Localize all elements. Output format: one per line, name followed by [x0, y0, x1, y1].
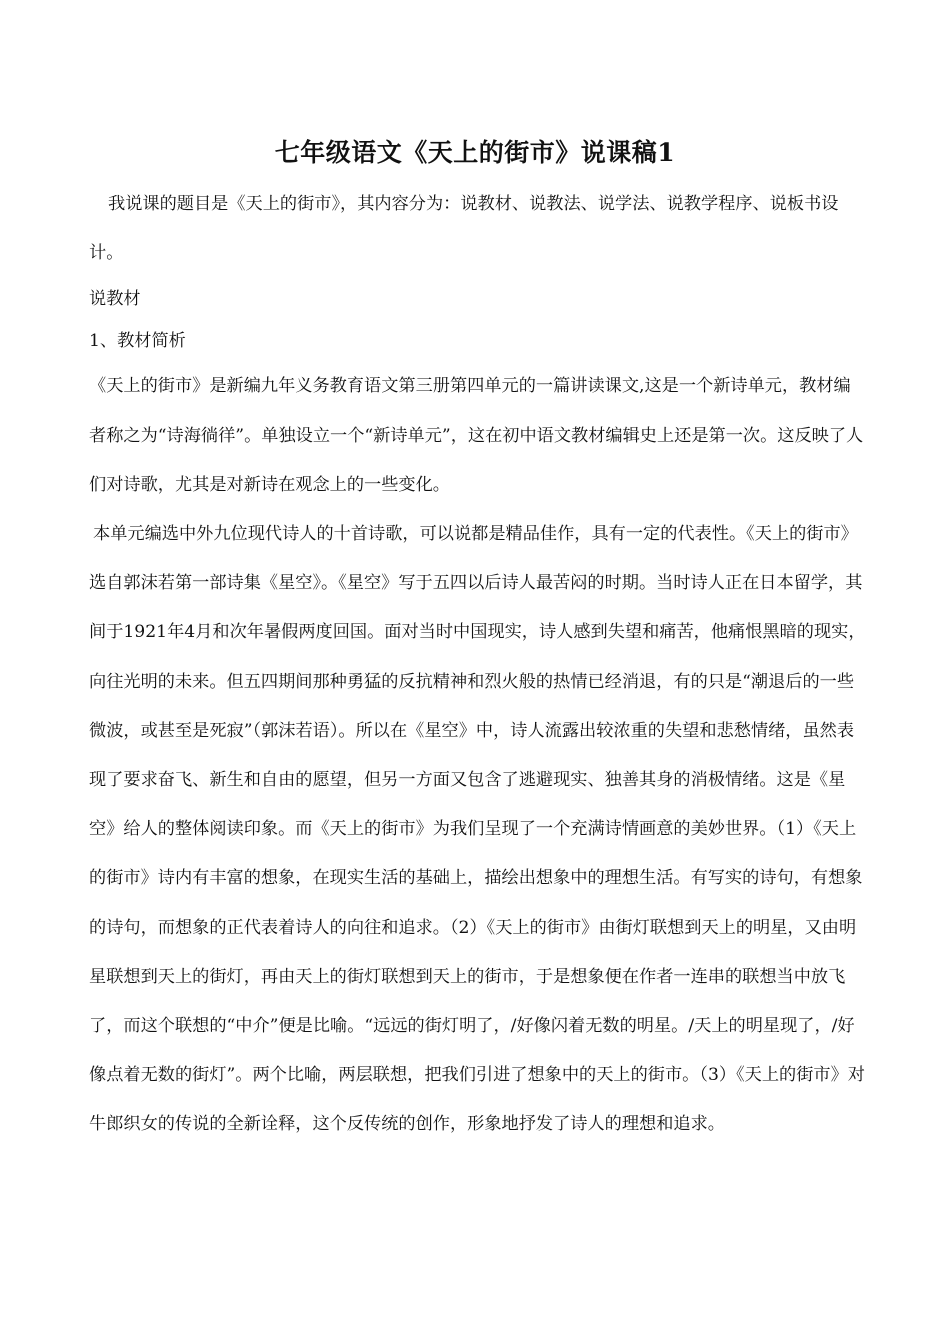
body-paragraph-poem: 本单元编选中外九位现代诗人的十首诗歌，可以说都是精品佳作，具有一定的代表性。《天上的街市》选自郭沫若第一部诗集《星空》。《星空》写于五四以后诗人最苦闷的时期。当时诗人正在日本留学，其间于1921年4月和次年暑假两度回国。面对当时中国现实，诗人感到失望和痛苦，他痛恨黑暗的现实，向往光明的未来。但五四期间那种勇猛的反抗精神和烈火般的热情已经消退，有的只是“潮退后的一些微波，或甚至是死寂”（郭沫若语）。所以在《星空》中，诗人流露出较浓重的失望和悲愁情绪，虽然表现了要求奋飞、新生和自由的愿望，但另一方面又包含了逃避现实、独善其身的消极情绪。这是《星空》给人的整体阅读印象。而《天上的街市》为我们呈现了一个充满诗情画意的美妙世界。（1）《天上的街市》诗内有丰富的想象，在现实生活的基础上，描绘出想象中的理想生活。有写实的诗句，有想象的诗句，而想象的正代表着诗人的向往和追求。（2）《天上的街市》由街灯联想到天上的明星，又由明星联想到天上的街灯，再由天上的街灯联想到天上的街市，于是想象便在作者一连串的联想当中放飞了，而这个联想的“中介”便是比喻。“远远的街灯明了，/好像闪着无数的明星。/天上的明星现了，/好像点着无数的街灯”。两个比喻，两层联想，把我们引进了想象中的天上的街市。（3）《天上的街市》对牛郎织女的传说的全新诠释，这个反传统的创作，形象地抒发了诗人的理想和追求。: [89, 524, 866, 1135]
body-paragraph-unit: 《天上的街市》是新编九年义务教育语文第三册第四单元的一篇讲读课文,这是一个新诗单元，教材编者称之为“诗海徜徉”。单独设立一个“新诗单元”，这在初中语文教材编辑史上还是第一次。这反映了人们对诗歌，尤其是对新诗在观念上的一些变化。: [89, 376, 864, 495]
document-title: 七年级语文《天上的街市》说课稿1: [274, 138, 676, 167]
document-body: [89, 180, 867, 1150]
intro-paragraph: 我说课的题目是《天上的街市》，其内容分为：说教材、说教法、说学法、说教学程序、说板书设计。: [89, 194, 839, 264]
section-heading-textbook: 说教材: [89, 289, 141, 310]
subsection-heading-analysis: 1、教材简析: [89, 331, 186, 352]
